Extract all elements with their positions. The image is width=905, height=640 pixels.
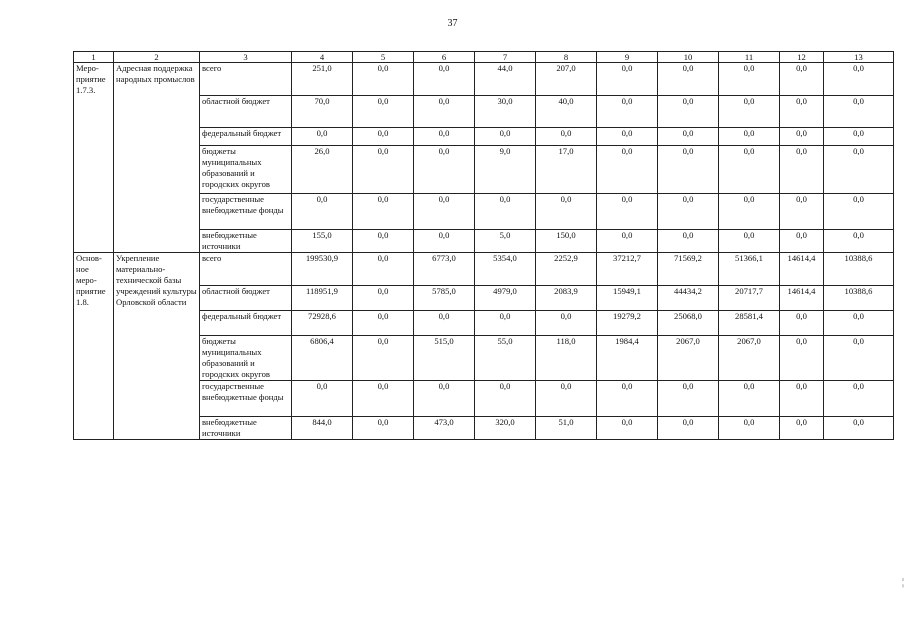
column-number: 4	[292, 52, 353, 63]
amount-cell: 72928,6	[292, 311, 353, 336]
amount-cell: 0,0	[597, 417, 658, 440]
amount-cell: 0,0	[353, 194, 414, 230]
amount-cell: 0,0	[824, 63, 894, 96]
funding-source: внебюджетные источники	[200, 417, 292, 440]
table-row	[74, 63, 894, 96]
amount-cell: 44434,2	[658, 286, 719, 311]
amount-cell: 0,0	[658, 417, 719, 440]
amount-cell: 0,0	[597, 230, 658, 253]
amount-cell: 44,0	[475, 63, 536, 96]
amount-cell: 0,0	[824, 146, 894, 194]
column-number: 8	[536, 52, 597, 63]
amount-cell: 55,0	[475, 336, 536, 381]
column-number: 12	[780, 52, 824, 63]
column-number: 7	[475, 52, 536, 63]
amount-cell: 207,0	[536, 63, 597, 96]
edge-mark: ¦	[902, 577, 905, 588]
funding-source: федеральный бюджет	[200, 128, 292, 146]
column-number: 3	[200, 52, 292, 63]
amount-cell: 28581,4	[719, 311, 780, 336]
amount-cell: 0,0	[824, 381, 894, 417]
amount-cell: 118951,9	[292, 286, 353, 311]
column-number: 9	[597, 52, 658, 63]
amount-cell: 150,0	[536, 230, 597, 253]
measure-code: Меро-приятие 1.7.3.	[74, 63, 114, 253]
amount-cell: 0,0	[780, 194, 824, 230]
amount-cell: 0,0	[353, 230, 414, 253]
funding-source: всего	[200, 253, 292, 286]
amount-cell: 15949,1	[597, 286, 658, 311]
amount-cell: 0,0	[780, 381, 824, 417]
amount-cell: 2083,9	[536, 286, 597, 311]
amount-cell: 0,0	[658, 381, 719, 417]
amount-cell: 1984,4	[597, 336, 658, 381]
amount-cell: 0,0	[597, 63, 658, 96]
amount-cell: 0,0	[414, 381, 475, 417]
amount-cell: 51366,1	[719, 253, 780, 286]
column-number-row	[74, 52, 894, 63]
amount-cell: 0,0	[353, 253, 414, 286]
amount-cell: 14614,4	[780, 286, 824, 311]
funding-source: областной бюджет	[200, 96, 292, 128]
amount-cell: 0,0	[475, 381, 536, 417]
amount-cell: 0,0	[658, 128, 719, 146]
funding-source: внебюджетные источники	[200, 230, 292, 253]
amount-cell: 10388,6	[824, 286, 894, 311]
amount-cell: 0,0	[475, 194, 536, 230]
amount-cell: 0,0	[719, 381, 780, 417]
amount-cell: 0,0	[824, 128, 894, 146]
amount-cell: 6806,4	[292, 336, 353, 381]
amount-cell: 0,0	[353, 381, 414, 417]
amount-cell: 0,0	[719, 146, 780, 194]
amount-cell: 0,0	[658, 146, 719, 194]
amount-cell: 30,0	[475, 96, 536, 128]
amount-cell: 0,0	[597, 194, 658, 230]
amount-cell: 0,0	[597, 146, 658, 194]
amount-cell: 0,0	[353, 128, 414, 146]
amount-cell: 0,0	[353, 286, 414, 311]
funding-source: бюджеты муниципальных образований и городских округов	[200, 146, 292, 194]
amount-cell: 4979,0	[475, 286, 536, 311]
amount-cell: 40,0	[536, 96, 597, 128]
amount-cell: 0,0	[414, 63, 475, 96]
amount-cell: 0,0	[824, 417, 894, 440]
amount-cell: 0,0	[780, 417, 824, 440]
amount-cell: 0,0	[780, 230, 824, 253]
amount-cell: 0,0	[719, 63, 780, 96]
funding-source: всего	[200, 63, 292, 96]
amount-cell: 0,0	[780, 336, 824, 381]
amount-cell: 70,0	[292, 96, 353, 128]
amount-cell: 0,0	[780, 128, 824, 146]
amount-cell: 10388,6	[824, 253, 894, 286]
measure-name: Укрепление материально-технической базы учреждений культуры Орловской области	[114, 253, 200, 440]
column-number: 2	[114, 52, 200, 63]
amount-cell: 9,0	[475, 146, 536, 194]
funding-source: бюджеты муниципальных образований и городских округов	[200, 336, 292, 381]
column-number: 6	[414, 52, 475, 63]
amount-cell: 0,0	[824, 194, 894, 230]
amount-cell: 320,0	[475, 417, 536, 440]
amount-cell: 0,0	[658, 96, 719, 128]
amount-cell: 26,0	[292, 146, 353, 194]
amount-cell: 6773,0	[414, 253, 475, 286]
amount-cell: 0,0	[536, 311, 597, 336]
amount-cell: 71569,2	[658, 253, 719, 286]
amount-cell: 0,0	[414, 146, 475, 194]
amount-cell: 5785,0	[414, 286, 475, 311]
measure-code: Основ-ное меро-приятие 1.8.	[74, 253, 114, 440]
table-row	[74, 253, 894, 286]
column-number: 11	[719, 52, 780, 63]
amount-cell: 0,0	[475, 128, 536, 146]
amount-cell: 0,0	[414, 311, 475, 336]
column-number: 10	[658, 52, 719, 63]
amount-cell: 0,0	[536, 194, 597, 230]
measure-name: Адресная поддержка народных промыслов	[114, 63, 200, 253]
amount-cell: 0,0	[824, 336, 894, 381]
amount-cell: 0,0	[824, 311, 894, 336]
amount-cell: 20717,7	[719, 286, 780, 311]
amount-cell: 0,0	[475, 311, 536, 336]
amount-cell: 0,0	[780, 63, 824, 96]
amount-cell: 5354,0	[475, 253, 536, 286]
amount-cell: 0,0	[780, 311, 824, 336]
amount-cell: 0,0	[780, 96, 824, 128]
amount-cell: 0,0	[719, 230, 780, 253]
column-number: 1	[74, 52, 114, 63]
amount-cell: 0,0	[292, 381, 353, 417]
amount-cell: 14614,4	[780, 253, 824, 286]
amount-cell: 0,0	[414, 128, 475, 146]
amount-cell: 0,0	[597, 96, 658, 128]
column-number: 13	[824, 52, 894, 63]
amount-cell: 0,0	[414, 96, 475, 128]
amount-cell: 0,0	[353, 336, 414, 381]
amount-cell: 0,0	[536, 128, 597, 146]
amount-cell: 2252,9	[536, 253, 597, 286]
amount-cell: 515,0	[414, 336, 475, 381]
amount-cell: 473,0	[414, 417, 475, 440]
amount-cell: 0,0	[353, 96, 414, 128]
amount-cell: 0,0	[780, 146, 824, 194]
funding-source: областной бюджет	[200, 286, 292, 311]
budget-table	[73, 51, 894, 440]
amount-cell: 37212,7	[597, 253, 658, 286]
amount-cell: 17,0	[536, 146, 597, 194]
amount-cell: 844,0	[292, 417, 353, 440]
amount-cell: 0,0	[719, 194, 780, 230]
amount-cell: 0,0	[536, 381, 597, 417]
amount-cell: 0,0	[353, 311, 414, 336]
amount-cell: 25068,0	[658, 311, 719, 336]
amount-cell: 0,0	[353, 146, 414, 194]
funding-source: государственные внебюджетные фонды	[200, 381, 292, 417]
amount-cell: 0,0	[658, 230, 719, 253]
amount-cell: 0,0	[824, 96, 894, 128]
amount-cell: 2067,0	[658, 336, 719, 381]
amount-cell: 0,0	[353, 417, 414, 440]
funding-source: федеральный бюджет	[200, 311, 292, 336]
amount-cell: 0,0	[414, 194, 475, 230]
amount-cell: 5,0	[475, 230, 536, 253]
amount-cell: 155,0	[292, 230, 353, 253]
amount-cell: 0,0	[597, 128, 658, 146]
amount-cell: 2067,0	[719, 336, 780, 381]
column-number: 5	[353, 52, 414, 63]
amount-cell: 0,0	[719, 96, 780, 128]
page-number: 37	[447, 18, 458, 29]
amount-cell: 51,0	[536, 417, 597, 440]
amount-cell: 0,0	[414, 230, 475, 253]
amount-cell: 118,0	[536, 336, 597, 381]
amount-cell: 0,0	[597, 381, 658, 417]
funding-source: государственные внебюджетные фонды	[200, 194, 292, 230]
amount-cell: 251,0	[292, 63, 353, 96]
amount-cell: 199530,9	[292, 253, 353, 286]
amount-cell: 0,0	[353, 63, 414, 96]
amount-cell: 0,0	[658, 194, 719, 230]
amount-cell: 19279,2	[597, 311, 658, 336]
amount-cell: 0,0	[658, 63, 719, 96]
amount-cell: 0,0	[292, 128, 353, 146]
amount-cell: 0,0	[292, 194, 353, 230]
amount-cell: 0,0	[719, 128, 780, 146]
amount-cell: 0,0	[719, 417, 780, 440]
amount-cell: 0,0	[824, 230, 894, 253]
